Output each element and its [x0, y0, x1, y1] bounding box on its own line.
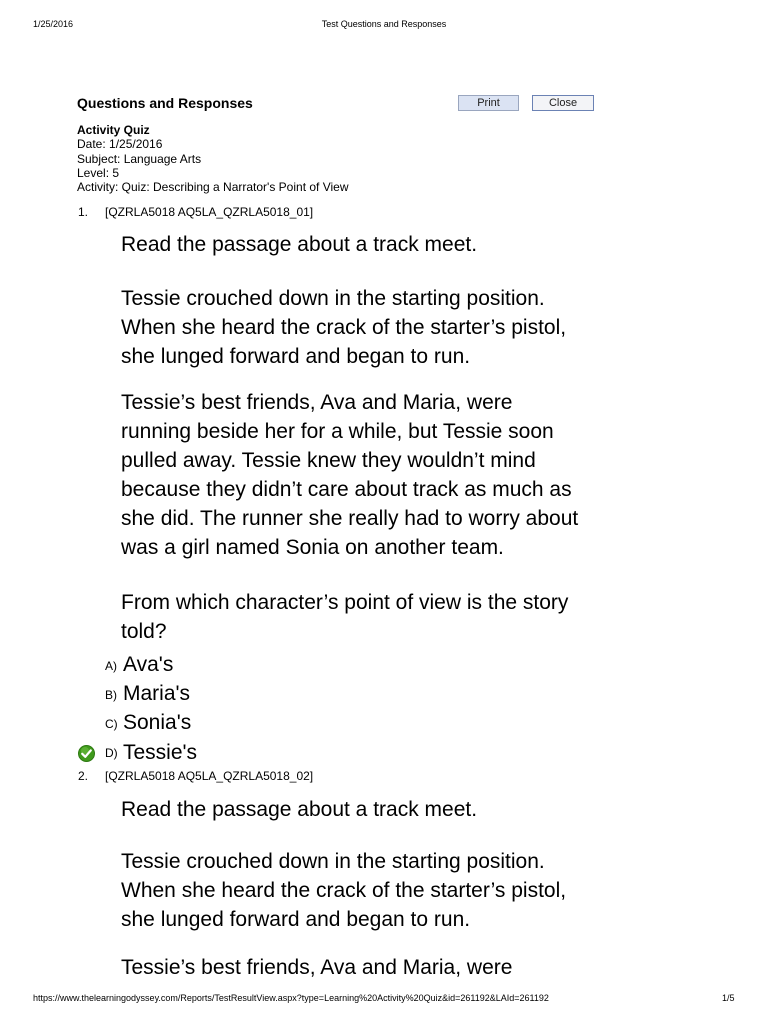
- level-line: Level: 5: [77, 166, 120, 180]
- option-d-letter: D): [105, 746, 118, 760]
- passage-paragraph: [121, 388, 661, 562]
- passage-line: When she heard the crack of the starter’s pistol,: [121, 879, 567, 902]
- passage-line: she did. The runner she really had to worry about: [121, 507, 579, 530]
- option-a-text: Ava's: [123, 653, 174, 676]
- passage-line: running beside her for a while, but Tessie soon: [121, 420, 554, 443]
- option-b-text: Maria's: [123, 682, 191, 705]
- green-checkmark-icon: [78, 745, 95, 762]
- option-d-text: Tessie's: [123, 741, 198, 764]
- passage-line: pulled away. Tessie knew they wouldn’t mind: [121, 449, 536, 472]
- activity-heading: Activity Quiz: [77, 123, 150, 137]
- prompt-line: told?: [121, 620, 167, 643]
- passage-paragraph: [121, 284, 661, 371]
- question-id: [QZRLA5018 AQ5LA_QZRLA5018_02]: [105, 769, 314, 783]
- question-intro: Read the passage about a track meet.: [121, 233, 478, 256]
- option-c-letter: C): [105, 717, 118, 731]
- passage-line: was a girl named Sonia on another team.: [121, 536, 504, 559]
- question-prompt: [121, 588, 661, 646]
- question-intro: Read the passage about a track meet.: [121, 798, 478, 821]
- question-id: [QZRLA5018 AQ5LA_QZRLA5018_01]: [105, 205, 314, 219]
- passage-line: When she heard the crack of the starter’s pistol,: [121, 316, 567, 339]
- option-a-letter: A): [105, 659, 117, 673]
- passage-line: Tessie’s best friends, Ava and Maria, were: [121, 391, 513, 414]
- page-url: https://www.thelearningodyssey.com/Reports/TestResultView.aspx?type=Learning%20Activity%20Quiz&id=261192&LAId=261192: [33, 993, 549, 1003]
- option-b-letter: B): [105, 688, 117, 702]
- passage-line: because they didn’t care about track as much as: [121, 478, 572, 501]
- option-c-text: Sonia's: [123, 711, 192, 734]
- passage-paragraph: [121, 847, 661, 934]
- print-title: Test Questions and Responses: [321, 19, 447, 29]
- passage-line: Tessie crouched down in the starting position.: [121, 850, 545, 873]
- passage-line: Tessie crouched down in the starting position.: [121, 287, 545, 310]
- page-title: Questions and Responses: [77, 95, 253, 111]
- print-button[interactable]: Print: [458, 95, 519, 111]
- passage-line: she lunged forward and began to run.: [121, 345, 471, 368]
- question-number: 1.: [78, 205, 89, 219]
- page-number: 1/5: [722, 993, 735, 1003]
- subject-line: Subject: Language Arts: [77, 152, 202, 166]
- passage-line: she lunged forward and began to run.: [121, 908, 471, 931]
- passage-line: Tessie’s best friends, Ava and Maria, were: [121, 956, 513, 979]
- print-date: 1/25/2016: [33, 19, 74, 29]
- prompt-line: From which character’s point of view is the story: [121, 591, 569, 614]
- date-line: Date: 1/25/2016: [77, 137, 163, 151]
- close-button[interactable]: Close: [532, 95, 594, 111]
- activity-line: Activity: Quiz: Describing a Narrator's Point of View: [77, 180, 349, 194]
- question-number: 2.: [78, 769, 89, 783]
- passage-paragraph: [121, 953, 661, 982]
